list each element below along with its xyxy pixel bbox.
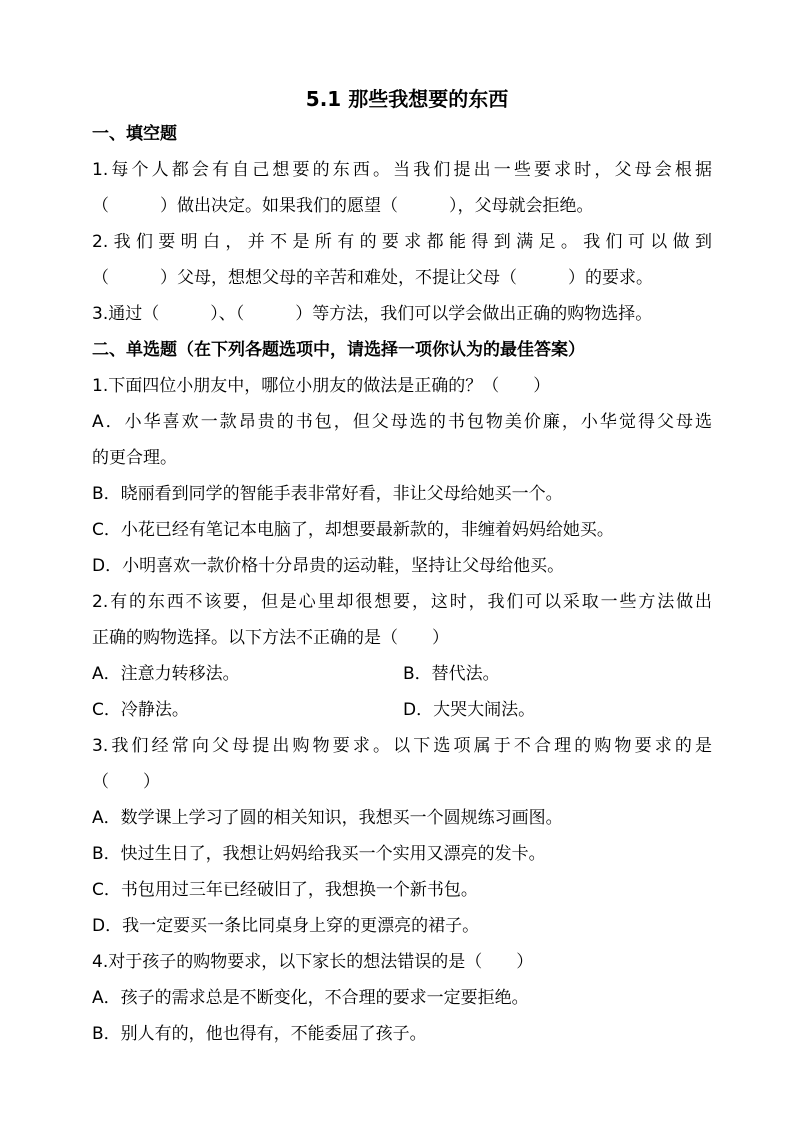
choice-question-3-option-c: C．书包用过三年已经破旧了，我想换一个新书包。 [92, 880, 478, 900]
choice-question-1-option-a-line-1: A．小华喜欢一款昂贵的书包，但父母选的书包物美价廉，小华觉得父母选 [92, 412, 712, 432]
choice-question-2-option-c: C．冷静法。 [92, 700, 189, 720]
choice-question-4-stem: 4.对于孩子的购物要求，以下家长的想法错误的是（ ） [92, 952, 534, 972]
choice-question-3-stem-line-1: 3.我们经常向父母提出购物要求。以下选项属于不合理的购物要求的是 [92, 736, 712, 756]
choice-question-3-option-b: B．快过生日了，我想让妈妈给我买一个实用又漂亮的发卡。 [92, 844, 546, 864]
section-heading-single-choice: 二、单选题（在下列各题选项中，请选择一项你认为的最佳答案） [92, 340, 585, 360]
fill-question-2-line-1: 2.我们要明白，并不是所有的要求都能得到满足。我们可以做到 [92, 232, 712, 252]
choice-question-1-option-b: B．晓丽看到同学的智能手表非常好看，非让父母给她买一个。 [92, 484, 563, 504]
choice-question-1-option-a-line-2: 的更合理。 [92, 448, 177, 468]
choice-question-2-option-a: A．注意力转移法。 [92, 664, 240, 684]
choice-question-3-option-a: A．数学课上学习了圆的相关知识，我想买一个圆规练习画图。 [92, 808, 563, 828]
choice-question-3-option-d: D．我一定要买一条比同桌身上穿的更漂亮的裙子。 [92, 916, 480, 936]
fill-question-1-line-2: （ ）做出决定。如果我们的愿望（ ），父母就会拒绝。 [92, 196, 594, 216]
page-title: 5.1 那些我想要的东西 [305, 87, 509, 111]
choice-question-4-option-a: A．孩子的需求总是不断变化，不合理的要求一定要拒绝。 [92, 988, 529, 1008]
choice-question-1-option-c: C．小花已经有笔记本电脑了，却想要最新款的，非缠着妈妈给她买。 [92, 520, 614, 540]
choice-question-3-stem-line-2: （ ） [92, 772, 160, 792]
fill-question-2-line-2: （ ）父母，想想父母的辛苦和难处，不提让父母（ ）的要求。 [92, 268, 653, 288]
fill-question-3: 3.通过（ ）、（ ）等方法，我们可以学会做出正确的购物选择。 [92, 304, 653, 324]
choice-question-1-stem: 1.下面四位小朋友中，哪位小朋友的做法是正确的？（ ） [92, 376, 551, 396]
choice-question-1-option-d: D．小明喜欢一款价格十分昂贵的运动鞋，坚持让父母给他买。 [92, 556, 565, 576]
choice-question-2-option-d: D．大哭大闹法。 [403, 700, 536, 720]
section-heading-fill-in-blank: 一、填空题 [92, 124, 177, 144]
choice-question-2-stem-line-2: 正确的购物选择。以下方法不正确的是（ ） [92, 628, 449, 648]
fill-question-1-line-1: 1.每个人都会有自己想要的东西。当我们提出一些要求时，父母会根据 [92, 160, 712, 180]
choice-question-4-option-b: B．别人有的，他也得有，不能委屈了孩子。 [92, 1024, 427, 1044]
choice-question-2-option-b: B．替代法。 [403, 664, 500, 684]
choice-question-2-stem-line-1: 2.有的东西不该要，但是心里却很想要，这时，我们可以采取一些方法做出 [92, 592, 712, 612]
